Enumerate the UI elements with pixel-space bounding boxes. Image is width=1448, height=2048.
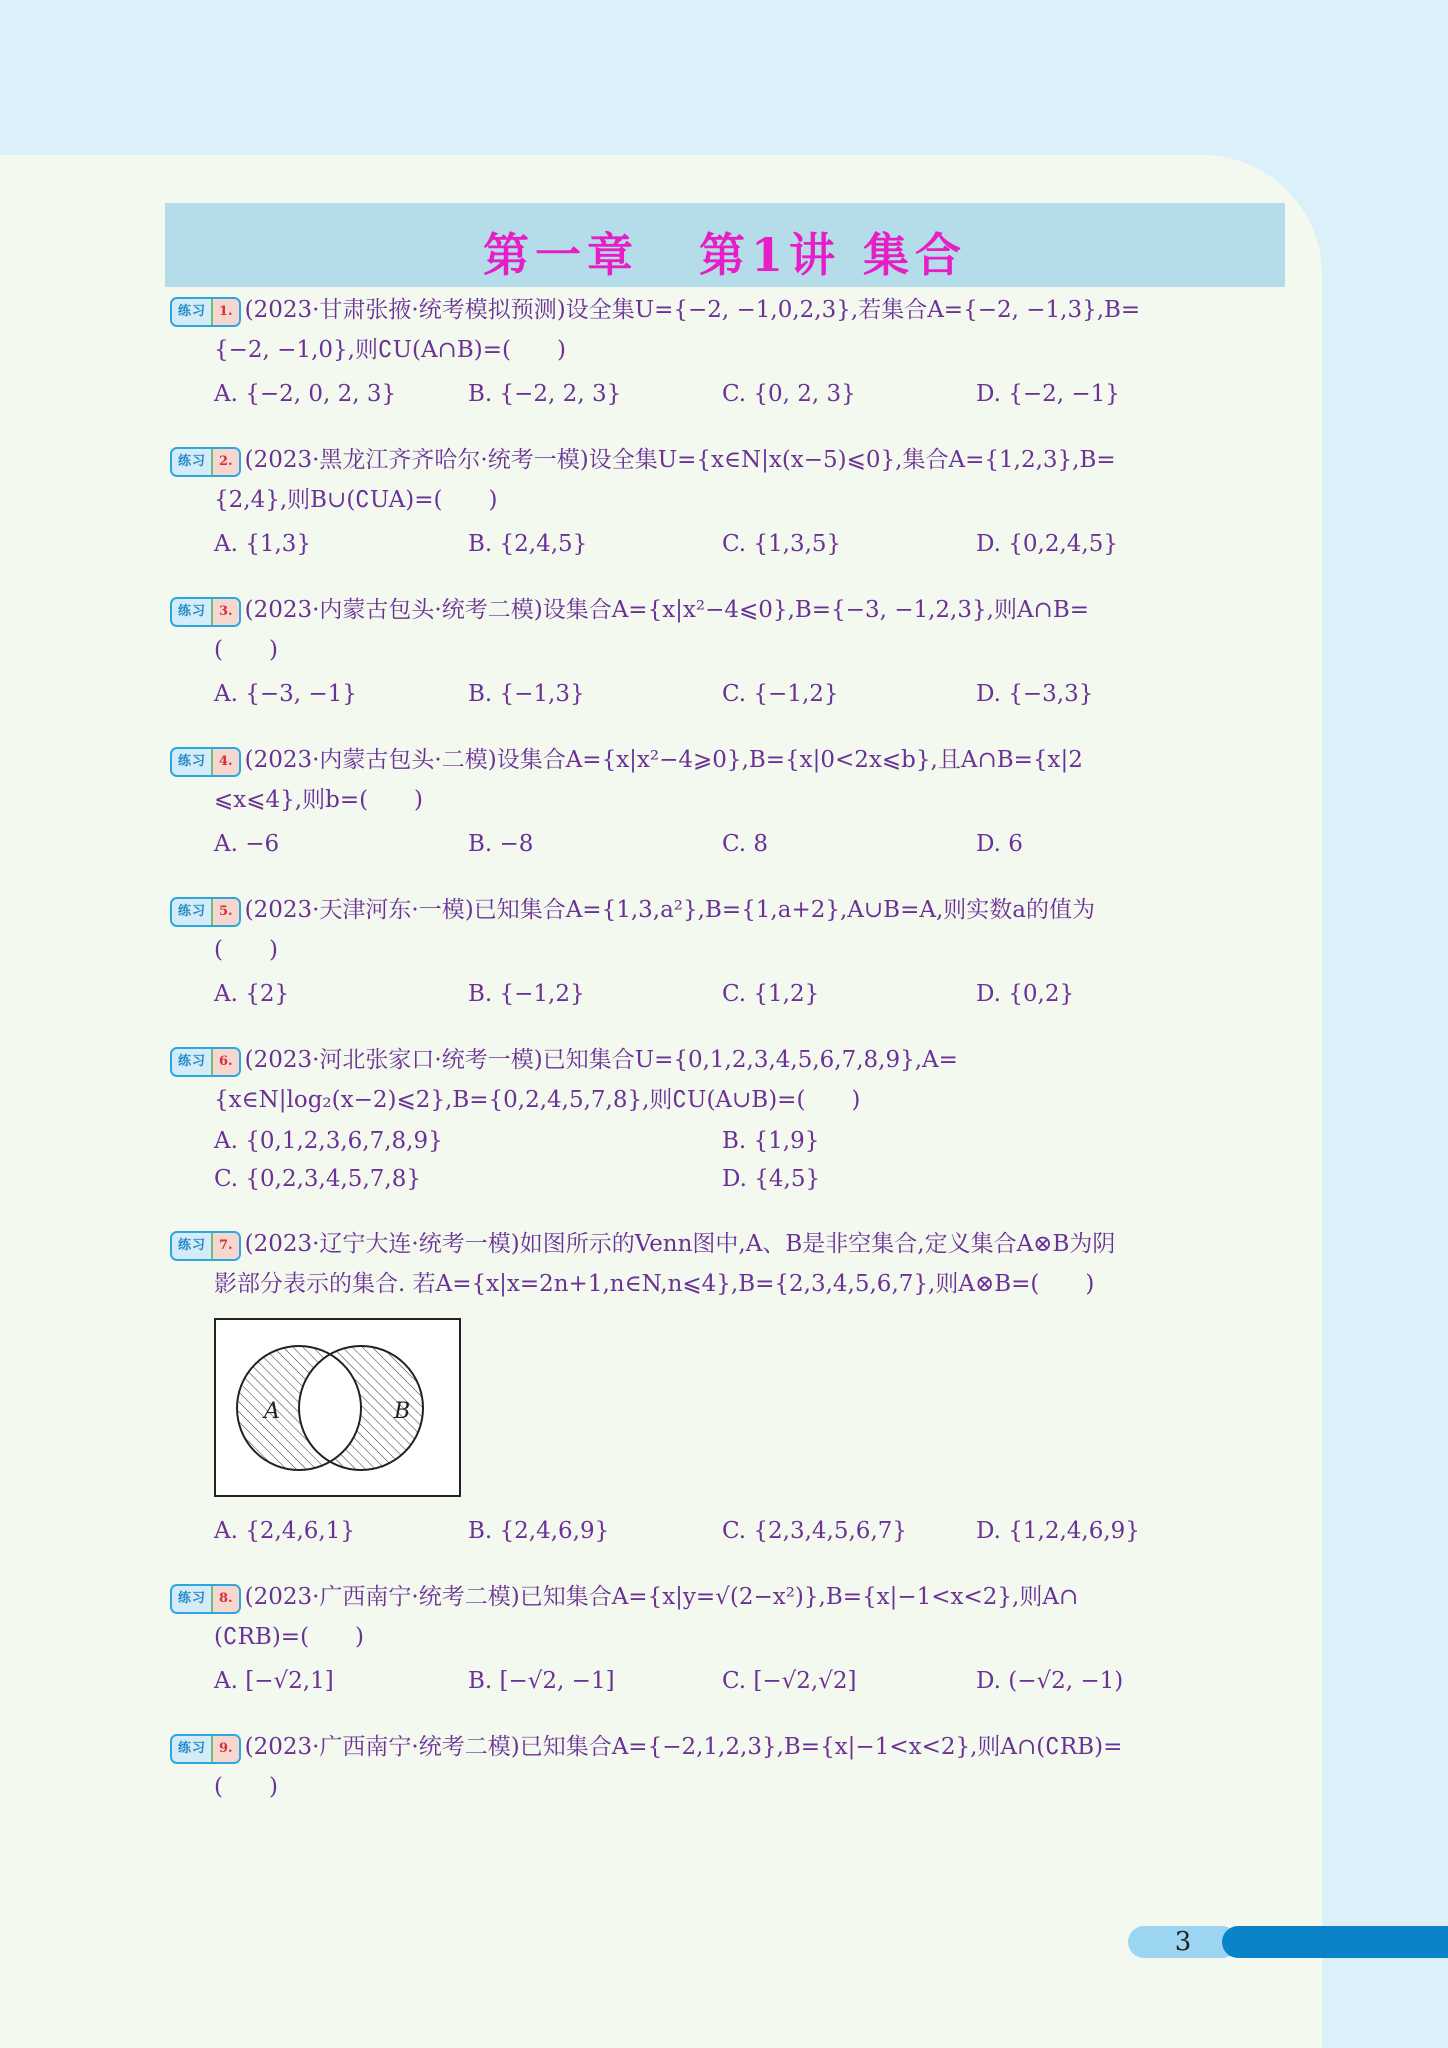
exercise-badge: 练习 9. <box>170 1734 241 1764</box>
question-stem-cont: ⩽x⩽4},则b=( ) <box>214 787 424 813</box>
question-stem: (2023·内蒙古包头·统考二模)设集合A={x|x²−4⩽0},B={−3, −1,2,3},则A∩B= <box>244 597 1090 623</box>
exercise-8 <box>170 1577 1280 1701</box>
option-b: B. −8 <box>468 831 534 857</box>
answer-options <box>170 674 1280 714</box>
exercise-badge: 练习 5. <box>170 897 241 927</box>
question-stem-cont: 影部分表示的集合. 若A={x|x=2n+1,n∈N,n⩽4},B={2,3,4,5,6,7},则A⊗B=( ) <box>214 1271 1095 1297</box>
question-stem: (2023·黑龙江齐齐哈尔·统考一模)设全集U={x∈N|x(x−5)⩽0},集合A={1,2,3},B= <box>244 447 1116 473</box>
answer-options <box>170 974 1280 1014</box>
exercise-2 <box>170 440 1280 564</box>
exercise-badge: 练习 7. <box>170 1231 241 1261</box>
option-c: C. [−√2,√2] <box>722 1668 857 1694</box>
answer-options <box>170 824 1280 864</box>
option-b: B. {1,9} <box>722 1128 820 1154</box>
question-stem: (2023·甘肃张掖·统考模拟预测)设全集U={−2, −1,0,2,3},若集合A={−2, −1,3},B= <box>244 297 1141 323</box>
question-stem: (2023·内蒙古包头·二模)设集合A={x|x²−4⩾0},B={x|0<2x⩽b},且A∩B={x|2 <box>244 747 1083 773</box>
option-b: B. {−2, 2, 3} <box>468 381 622 407</box>
exercise-9 <box>170 1727 1280 1807</box>
question-stem: (2023·辽宁大连·统考一模)如图所示的Venn图中,A、B是非空集合,定义集合A⊗B为阴 <box>244 1231 1116 1257</box>
question-stem-cont: ( ) <box>214 637 278 663</box>
question-stem-cont: ( ) <box>214 1774 278 1800</box>
option-a: A. {1,3} <box>214 531 312 557</box>
option-c: C. 8 <box>722 831 769 857</box>
exercise-4 <box>170 740 1280 864</box>
option-d: D. 6 <box>976 831 1023 857</box>
option-d: D. {−2, −1} <box>976 381 1120 407</box>
question-stem: (2023·天津河东·一模)已知集合A={1,3,a²},B={1,a+2},A∪B=A,则实数a的值为 <box>244 897 1095 923</box>
question-stem-cont: ( ) <box>214 937 278 963</box>
option-a: A. {2,4,6,1} <box>214 1518 355 1544</box>
question-stem: (2023·广西南宁·统考二模)已知集合A={−2,1,2,3},B={x|−1<x<2},则A∩(∁RB)= <box>244 1734 1123 1760</box>
exercise-badge: 练习 4. <box>170 747 241 777</box>
option-a: A. −6 <box>214 831 280 857</box>
page-number: 3 <box>1174 1927 1192 1957</box>
option-d: D. (−√2, −1) <box>976 1668 1124 1694</box>
chapter-title-bar <box>165 203 1285 287</box>
option-a: A. {0,1,2,3,6,7,8,9} <box>214 1128 443 1154</box>
option-a: A. [−√2,1] <box>214 1668 334 1694</box>
page-footer-bar <box>1222 1926 1448 1958</box>
answer-options <box>170 374 1280 414</box>
option-c: C. {1,3,5} <box>722 531 842 557</box>
option-c: C. {2,3,4,5,6,7} <box>722 1518 908 1544</box>
set-a-label: A <box>264 1399 280 1424</box>
option-c: C. {1,2} <box>722 981 820 1007</box>
answer-options <box>170 524 1280 564</box>
exercise-badge: 练习 3. <box>170 597 241 627</box>
option-b: B. {−1,2} <box>468 981 585 1007</box>
venn-diagram <box>214 1318 461 1497</box>
option-b: B. {2,4,6,9} <box>468 1518 610 1544</box>
exercise-6 <box>170 1040 1280 1198</box>
option-b: B. [−√2, −1] <box>468 1668 615 1694</box>
option-d: D. {0,2} <box>976 981 1075 1007</box>
option-c: C. {−1,2} <box>722 681 839 707</box>
option-a: A. {−3, −1} <box>214 681 357 707</box>
answer-options <box>170 1661 1280 1701</box>
question-stem-cont: (∁RB)=( ) <box>214 1624 365 1650</box>
option-d: D. {0,2,4,5} <box>976 531 1118 557</box>
option-b: B. {−1,3} <box>468 681 585 707</box>
question-stem-cont: {x∈N|log₂(x−2)⩽2},B={0,2,4,5,7,8},则∁U(A∪B)=( ) <box>214 1087 861 1113</box>
option-d: D. {1,2,4,6,9} <box>976 1518 1140 1544</box>
question-stem: (2023·河北张家口·统考一模)已知集合U={0,1,2,3,4,5,6,7,8,9},A= <box>244 1047 958 1073</box>
question-stem-cont: {−2, −1,0},则∁U(A∩B)=( ) <box>214 337 566 363</box>
exercise-1 <box>170 290 1280 414</box>
question-stem-cont: {2,4},则B∪(∁UA)=( ) <box>214 487 498 513</box>
lesson-label: 第1讲 集合 <box>698 228 968 282</box>
exercise-3 <box>170 590 1280 714</box>
option-a: A. {2} <box>214 981 290 1007</box>
set-b-label: B <box>394 1399 411 1424</box>
option-d: D. {−3,3} <box>976 681 1094 707</box>
option-c: C. {0, 2, 3} <box>722 381 856 407</box>
option-d: D. {4,5} <box>722 1166 821 1192</box>
exercise-7 <box>170 1224 1280 1551</box>
option-a: A. {−2, 0, 2, 3} <box>214 381 397 407</box>
exercise-list <box>170 290 1280 1833</box>
exercise-badge: 练习 8. <box>170 1584 241 1614</box>
chapter-title <box>165 219 1285 285</box>
exercise-badge: 练习 2. <box>170 447 241 477</box>
option-b: B. {2,4,5} <box>468 531 588 557</box>
option-c: C. {0,2,3,4,5,7,8} <box>214 1166 421 1192</box>
exercise-badge: 练习 6. <box>170 1047 241 1077</box>
question-stem: (2023·广西南宁·统考二模)已知集合A={x|y=√(2−x²)},B={x|−1<x<2},则A∩ <box>244 1584 1079 1610</box>
chapter-label: 第一章 <box>482 228 639 282</box>
exercise-badge: 练习 1. <box>170 297 241 327</box>
answer-options <box>170 1122 1280 1198</box>
answer-options <box>170 1511 1280 1551</box>
exercise-5 <box>170 890 1280 1014</box>
